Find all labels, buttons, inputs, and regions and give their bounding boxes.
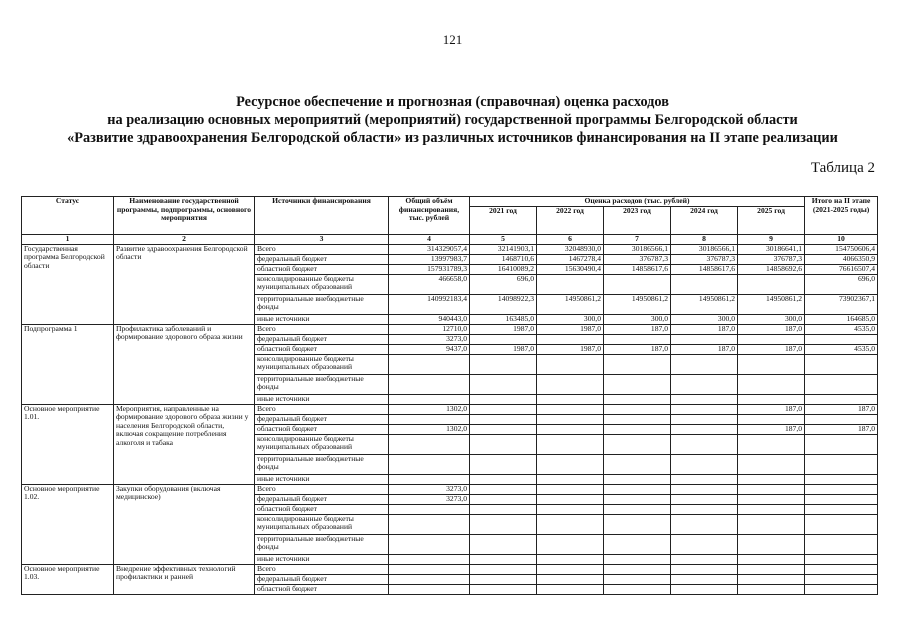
amount-cell: 14950861,2 <box>604 294 671 314</box>
amount-cell <box>738 434 805 454</box>
amount-cell <box>604 424 671 434</box>
amount-cell <box>470 574 537 584</box>
amount-cell: 4535,0 <box>805 324 878 334</box>
amount-cell <box>805 474 878 484</box>
amount-cell <box>604 404 671 414</box>
row-status: Основное мероприятие 1.02. <box>22 484 114 564</box>
amount-cell <box>389 584 470 594</box>
amount-cell <box>671 404 738 414</box>
funding-source: консолидированные бюджеты муниципальных образований <box>255 434 389 454</box>
amount-cell <box>604 374 671 394</box>
amount-cell: 32141903,1 <box>470 244 537 254</box>
row-status: Основное мероприятие 1.03. <box>22 564 114 594</box>
funding-source: Всего <box>255 244 389 254</box>
amount-cell: 154750606,4 <box>805 244 878 254</box>
amount-cell <box>805 514 878 534</box>
funding-source: территориальные внебюджетные фонды <box>255 454 389 474</box>
amount-cell <box>389 394 470 404</box>
amount-cell <box>470 584 537 594</box>
column-number: 7 <box>604 235 671 245</box>
header-status: Статус <box>22 197 114 235</box>
amount-cell: 30186641,1 <box>738 244 805 254</box>
column-number: 10 <box>805 235 878 245</box>
amount-cell: 30186566,1 <box>604 244 671 254</box>
amount-cell <box>389 554 470 564</box>
amount-cell: 1468710,6 <box>470 254 537 264</box>
header-itogo: Итого на II этапе (2021-2025 годы) <box>805 197 878 235</box>
amount-cell <box>470 484 537 494</box>
amount-cell <box>805 354 878 374</box>
amount-cell <box>604 274 671 294</box>
title-line: Ресурсное обеспечение и прогнозная (справочная) оценка расходов <box>236 94 669 110</box>
amount-cell <box>671 584 738 594</box>
amount-cell: 14950861,2 <box>738 294 805 314</box>
amount-cell <box>537 274 604 294</box>
funding-source: Всего <box>255 484 389 494</box>
amount-cell: 696,0 <box>470 274 537 294</box>
amount-cell <box>537 504 604 514</box>
amount-cell <box>604 334 671 344</box>
amount-cell: 187,0 <box>805 404 878 414</box>
amount-cell: 76616507,4 <box>805 264 878 274</box>
row-name: Внедрение эффективных технологий профилактики и ранней <box>114 564 255 594</box>
amount-cell <box>537 394 604 404</box>
amount-cell <box>604 474 671 484</box>
amount-cell <box>805 394 878 404</box>
amount-cell <box>738 354 805 374</box>
amount-cell <box>671 574 738 584</box>
funding-source: Всего <box>255 404 389 414</box>
header-year: 2021 год <box>470 207 537 235</box>
amount-cell <box>805 584 878 594</box>
column-number: 6 <box>537 235 604 245</box>
funding-source: консолидированные бюджеты муниципальных образований <box>255 354 389 374</box>
amount-cell <box>738 374 805 394</box>
page-number: 121 <box>442 32 463 47</box>
amount-cell: 466658,0 <box>389 274 470 294</box>
amount-cell: 14858617,6 <box>604 264 671 274</box>
amount-cell <box>738 574 805 584</box>
funding-source: федеральный бюджет <box>255 414 389 424</box>
funding-source: Всего <box>255 564 389 574</box>
amount-cell <box>389 534 470 554</box>
funding-source: областной бюджет <box>255 584 389 594</box>
amount-cell <box>537 494 604 504</box>
amount-cell <box>537 434 604 454</box>
funding-source: иные источники <box>255 554 389 564</box>
amount-cell <box>604 584 671 594</box>
amount-cell: 157931789,3 <box>389 264 470 274</box>
amount-cell: 3273,0 <box>389 334 470 344</box>
amount-cell: 14858692,6 <box>738 264 805 274</box>
amount-cell <box>805 434 878 454</box>
amount-cell: 164685,0 <box>805 314 878 324</box>
amount-cell <box>805 334 878 344</box>
amount-cell: 73902367,1 <box>805 294 878 314</box>
funding-source: территориальные внебюджетные фонды <box>255 294 389 314</box>
header-source: Источники финансирования <box>255 197 389 235</box>
funding-source: областной бюджет <box>255 264 389 274</box>
amount-cell <box>738 504 805 514</box>
amount-cell <box>671 494 738 504</box>
amount-cell <box>738 564 805 574</box>
amount-cell <box>604 354 671 374</box>
amount-cell: 15630490,4 <box>537 264 604 274</box>
funding-source: федеральный бюджет <box>255 494 389 504</box>
amount-cell: 187,0 <box>805 424 878 434</box>
amount-cell <box>389 574 470 584</box>
amount-cell: 3273,0 <box>389 484 470 494</box>
amount-cell: 187,0 <box>738 344 805 354</box>
amount-cell: 187,0 <box>671 344 738 354</box>
amount-cell <box>805 504 878 514</box>
amount-cell <box>470 554 537 564</box>
amount-cell: 376787,3 <box>738 254 805 264</box>
table-row <box>22 244 878 254</box>
amount-cell <box>537 534 604 554</box>
table-row <box>22 404 878 414</box>
amount-cell <box>470 354 537 374</box>
amount-cell <box>470 414 537 424</box>
amount-cell <box>470 564 537 574</box>
amount-cell <box>805 484 878 494</box>
table-row <box>22 324 878 334</box>
amount-cell <box>470 454 537 474</box>
table-row <box>22 484 878 494</box>
funding-source: территориальные внебюджетные фонды <box>255 374 389 394</box>
amount-cell <box>537 564 604 574</box>
amount-cell: 14858617,6 <box>671 264 738 274</box>
amount-cell <box>604 554 671 564</box>
amount-cell <box>671 394 738 404</box>
amount-cell <box>805 454 878 474</box>
amount-cell <box>537 334 604 344</box>
funding-source: консолидированные бюджеты муниципальных образований <box>255 274 389 294</box>
amount-cell: 16410089,2 <box>470 264 537 274</box>
header-estimate: Оценка расходов (тыс. рублей) <box>470 197 805 207</box>
column-number: 9 <box>738 235 805 245</box>
amount-cell <box>671 504 738 514</box>
amount-cell <box>470 534 537 554</box>
amount-cell <box>671 454 738 474</box>
amount-cell <box>389 474 470 484</box>
funding-source: федеральный бюджет <box>255 254 389 264</box>
amount-cell <box>470 334 537 344</box>
amount-cell <box>671 564 738 574</box>
amount-cell: 12710,0 <box>389 324 470 334</box>
funding-source: Всего <box>255 324 389 334</box>
amount-cell <box>470 394 537 404</box>
amount-cell <box>537 574 604 584</box>
amount-cell: 1302,0 <box>389 404 470 414</box>
amount-cell <box>470 514 537 534</box>
amount-cell <box>470 374 537 394</box>
amount-cell <box>805 554 878 564</box>
amount-cell: 300,0 <box>537 314 604 324</box>
table-label: Таблица 2 <box>810 160 875 176</box>
amount-cell: 1987,0 <box>470 344 537 354</box>
header-year: 2022 год <box>537 207 604 235</box>
amount-cell <box>671 514 738 534</box>
funding-source: иные источники <box>255 394 389 404</box>
amount-cell <box>671 484 738 494</box>
amount-cell <box>738 484 805 494</box>
amount-cell <box>604 574 671 584</box>
amount-cell <box>805 564 878 574</box>
amount-cell <box>537 404 604 414</box>
amount-cell <box>389 504 470 514</box>
amount-cell <box>470 404 537 414</box>
row-status: Подпрограмма 1 <box>22 324 114 404</box>
amount-cell: 187,0 <box>671 324 738 334</box>
amount-cell <box>470 434 537 454</box>
column-number: 8 <box>671 235 738 245</box>
amount-cell <box>537 354 604 374</box>
amount-cell <box>604 564 671 574</box>
column-number-row <box>22 235 878 245</box>
amount-cell: 187,0 <box>738 324 805 334</box>
amount-cell: 1987,0 <box>470 324 537 334</box>
amount-cell: 187,0 <box>604 324 671 334</box>
header-year: 2025 год <box>738 207 805 235</box>
header-total: Общий объём финансирования, тыс. рублей <box>389 197 470 235</box>
amount-cell <box>470 424 537 434</box>
amount-cell <box>604 534 671 554</box>
row-name: Развитие здравоохранения Белгородской области <box>114 244 255 324</box>
amount-cell <box>604 394 671 404</box>
amount-cell <box>537 454 604 474</box>
funding-source: территориальные внебюджетные фонды <box>255 534 389 554</box>
amount-cell <box>671 474 738 484</box>
amount-cell <box>470 504 537 514</box>
amount-cell <box>738 584 805 594</box>
amount-cell <box>738 474 805 484</box>
amount-cell <box>470 494 537 504</box>
row-name: Мероприятия, направленные на формирование здорового образа жизни у населения Белгородской области, включая сокращение потребления алкоголя и табака <box>114 404 255 484</box>
amount-cell: 3273,0 <box>389 494 470 504</box>
funding-source: консолидированные бюджеты муниципальных образований <box>255 514 389 534</box>
funding-source: федеральный бюджет <box>255 334 389 344</box>
title-line: на реализацию основных мероприятий (мероприятий) государственной программы Белгородской области <box>107 112 798 128</box>
amount-cell: 14950861,2 <box>537 294 604 314</box>
amount-cell <box>389 434 470 454</box>
amount-cell <box>537 474 604 484</box>
amount-cell <box>671 354 738 374</box>
amount-cell: 14098922,3 <box>470 294 537 314</box>
amount-cell: 696,0 <box>805 274 878 294</box>
funding-source: федеральный бюджет <box>255 574 389 584</box>
amount-cell: 187,0 <box>738 404 805 414</box>
column-number: 1 <box>22 235 114 245</box>
amount-cell <box>738 494 805 504</box>
amount-cell: 13997983,7 <box>389 254 470 264</box>
column-number: 5 <box>470 235 537 245</box>
column-number: 4 <box>389 235 470 245</box>
amount-cell <box>671 334 738 344</box>
amount-cell: 300,0 <box>604 314 671 324</box>
amount-cell <box>738 454 805 474</box>
amount-cell <box>604 434 671 454</box>
amount-cell <box>604 454 671 474</box>
amount-cell <box>671 374 738 394</box>
table-body <box>22 235 878 595</box>
amount-cell: 4535,0 <box>805 344 878 354</box>
amount-cell: 940443,0 <box>389 314 470 324</box>
row-name: Закупки оборудования (включая медицинское) <box>114 484 255 564</box>
amount-cell <box>604 504 671 514</box>
column-number: 3 <box>255 235 389 245</box>
row-status: Государственная программа Белгородской области <box>22 244 114 324</box>
amount-cell <box>738 394 805 404</box>
amount-cell <box>738 414 805 424</box>
header-name: Наименование государственной программы, подпрограммы, основного мероприятия <box>114 197 255 235</box>
amount-cell <box>389 514 470 534</box>
amount-cell <box>537 374 604 394</box>
amount-cell: 376787,3 <box>604 254 671 264</box>
amount-cell <box>389 354 470 374</box>
amount-cell <box>604 484 671 494</box>
amount-cell: 1467278,4 <box>537 254 604 264</box>
amount-cell: 1302,0 <box>389 424 470 434</box>
amount-cell <box>470 474 537 484</box>
amount-cell <box>389 374 470 394</box>
amount-cell <box>389 564 470 574</box>
funding-source: областной бюджет <box>255 424 389 434</box>
amount-cell: 187,0 <box>738 424 805 434</box>
amount-cell <box>671 424 738 434</box>
amount-cell <box>738 554 805 564</box>
amount-cell <box>671 434 738 454</box>
amount-cell <box>805 374 878 394</box>
document-title <box>20 93 885 147</box>
amount-cell: 4066350,9 <box>805 254 878 264</box>
row-status: Основное мероприятие 1.01. <box>22 404 114 484</box>
amount-cell: 187,0 <box>604 344 671 354</box>
amount-cell: 163485,0 <box>470 314 537 324</box>
column-number: 2 <box>114 235 255 245</box>
amount-cell <box>537 514 604 534</box>
amount-cell <box>738 534 805 554</box>
amount-cell: 300,0 <box>738 314 805 324</box>
amount-cell: 32048930,0 <box>537 244 604 254</box>
amount-cell: 14950861,2 <box>671 294 738 314</box>
funding-source: иные источники <box>255 474 389 484</box>
title-line: «Развитие здравоохранения Белгородской области» из различных источников финансирования на II этапе реализации <box>67 130 838 146</box>
amount-cell <box>738 514 805 534</box>
amount-cell <box>537 414 604 424</box>
amount-cell <box>604 414 671 424</box>
amount-cell <box>389 454 470 474</box>
amount-cell: 314329057,4 <box>389 244 470 254</box>
header-year: 2023 год <box>604 207 671 235</box>
amount-cell <box>805 574 878 584</box>
amount-cell <box>738 274 805 294</box>
funding-source: областной бюджет <box>255 504 389 514</box>
amount-cell: 376787,3 <box>671 254 738 264</box>
amount-cell <box>671 414 738 424</box>
table-row <box>22 564 878 574</box>
row-name: Профилактика заболеваний и формирование здорового образа жизни <box>114 324 255 404</box>
amount-cell: 140992183,4 <box>389 294 470 314</box>
amount-cell <box>604 494 671 504</box>
amount-cell <box>604 514 671 534</box>
amount-cell: 300,0 <box>671 314 738 324</box>
amount-cell <box>537 424 604 434</box>
amount-cell: 9437,0 <box>389 344 470 354</box>
funding-source: иные источники <box>255 314 389 324</box>
funding-source: областной бюджет <box>255 344 389 354</box>
amount-cell <box>671 554 738 564</box>
amount-cell: 1987,0 <box>537 324 604 334</box>
amount-cell <box>805 494 878 504</box>
amount-cell <box>671 534 738 554</box>
amount-cell <box>537 484 604 494</box>
amount-cell <box>389 414 470 424</box>
amount-cell <box>805 414 878 424</box>
amount-cell <box>671 274 738 294</box>
amount-cell: 30186566,1 <box>671 244 738 254</box>
header-year: 2024 год <box>671 207 738 235</box>
amount-cell <box>805 534 878 554</box>
amount-cell <box>537 584 604 594</box>
resource-table <box>21 196 878 595</box>
amount-cell <box>738 334 805 344</box>
amount-cell: 1987,0 <box>537 344 604 354</box>
amount-cell <box>537 554 604 564</box>
